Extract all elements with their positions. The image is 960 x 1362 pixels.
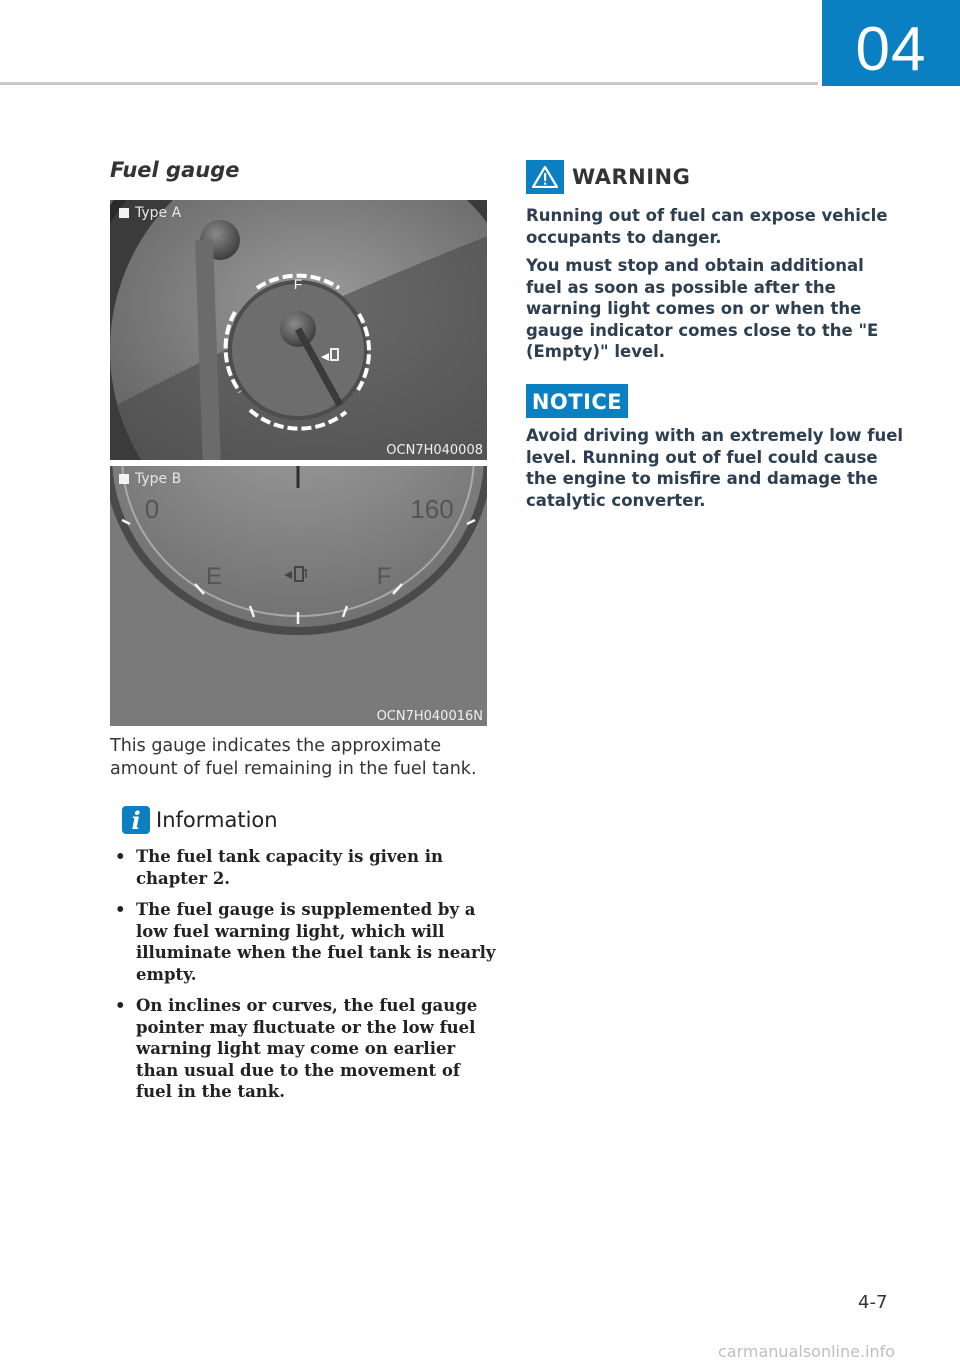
list-item: • The fuel tank capacity is given in chapter 2. bbox=[115, 847, 444, 888]
list-item: • The fuel gauge is supplemented by a low fuel warning light, which will illuminate when the fuel tank is nearly empty. bbox=[115, 900, 496, 984]
warning-paragraph: You must stop and obtain additional fuel as soon as possible after the warning light comes on or when the gauge indicator comes close to the "E (Empty)" level. bbox=[526, 256, 879, 361]
info-icon: i bbox=[122, 806, 150, 834]
gauge-b-zero-label: 0 bbox=[144, 494, 160, 524]
gauge-b-empty-label: E bbox=[205, 563, 223, 590]
warning-title: WARNING bbox=[572, 165, 691, 189]
header-rule bbox=[0, 82, 818, 85]
list-item: • On inclines or curves, the fuel gauge pointer may fluctuate or the low fuel warning light may come on earlier than usual due to the movement of fuel in the tank. bbox=[115, 996, 478, 1101]
chapter-tab: 04 bbox=[822, 0, 960, 86]
information-header bbox=[122, 806, 278, 834]
figure-type-label: Type A bbox=[119, 205, 181, 221]
watermark: carmanualsonline.info bbox=[718, 1342, 896, 1361]
gauge-a-full-label: F bbox=[293, 276, 303, 292]
warning-paragraph: Running out of fuel can expose vehicle occupants to danger. bbox=[526, 206, 888, 247]
notice-badge: NOTICE bbox=[526, 384, 628, 418]
fuel-gauge-type-a-image bbox=[110, 200, 487, 460]
warning-icon bbox=[526, 160, 564, 194]
page-number: 4-7 bbox=[858, 1292, 888, 1313]
gauge-description: This gauge indicates the approximate amount of fuel remaining in the fuel tank. bbox=[110, 736, 477, 779]
section-title: Fuel gauge bbox=[110, 158, 240, 182]
figure-code: OCN7H040008 bbox=[386, 443, 483, 458]
figure-type-a bbox=[110, 200, 487, 460]
figure-type-label: Type B bbox=[119, 471, 181, 487]
gauge-b-full-label: F bbox=[376, 563, 392, 590]
figure-type-b bbox=[110, 466, 487, 726]
gauge-b-max-label: 160 bbox=[410, 494, 454, 524]
figure-code: OCN7H040016N bbox=[376, 709, 483, 724]
warning-header bbox=[526, 160, 690, 194]
information-list bbox=[110, 846, 500, 1113]
fuel-gauge-type-b-image bbox=[110, 466, 487, 726]
notice-text: Avoid driving with an extremely low fuel level. Running out of fuel could cause the engine to misfire and damage the catalytic converter. bbox=[526, 426, 904, 510]
information-title: Information bbox=[156, 808, 278, 832]
